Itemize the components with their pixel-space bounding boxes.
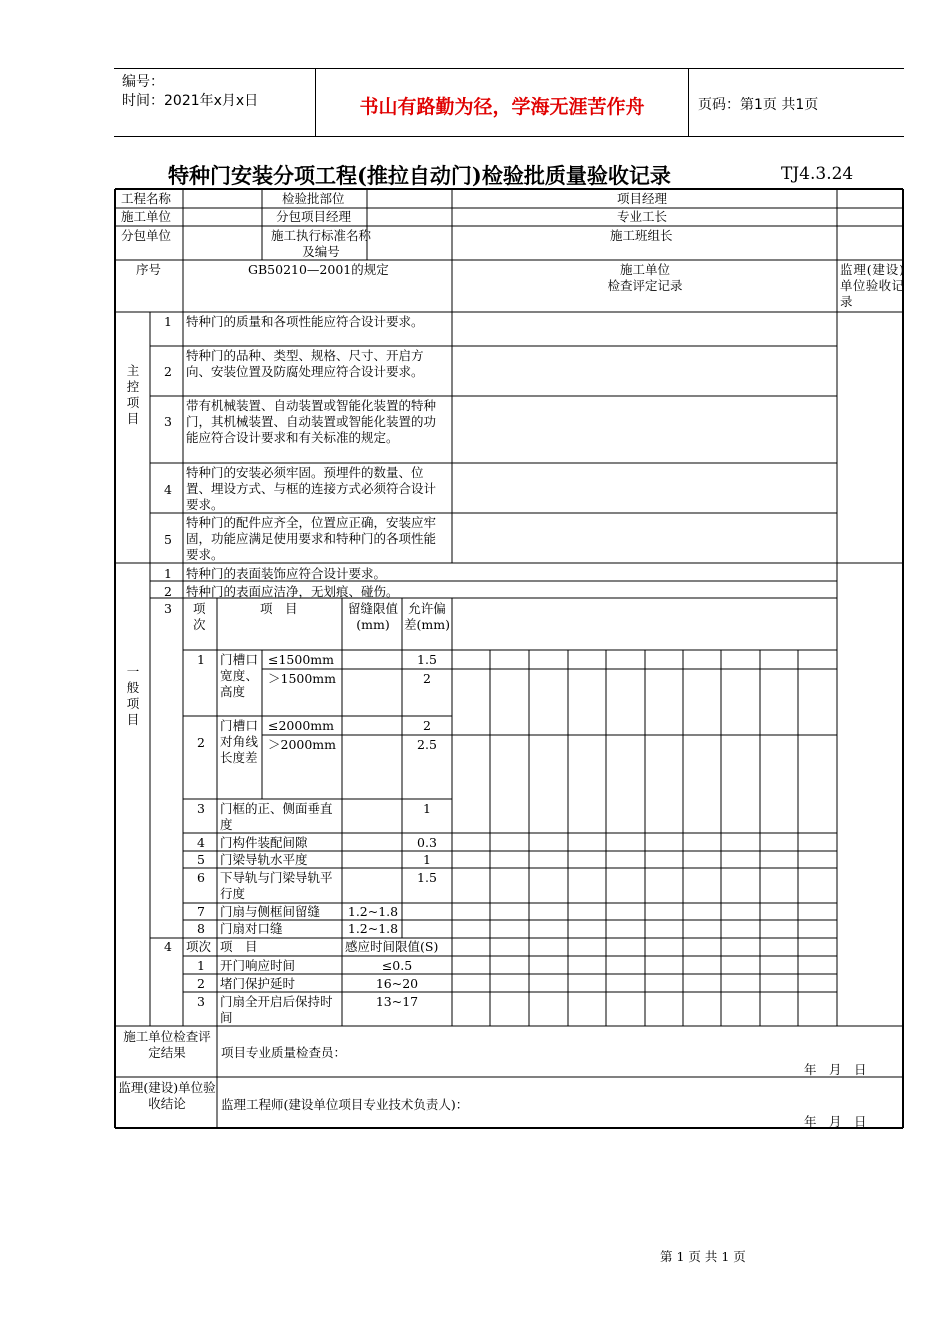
sub-row-condition: ＞1500mm [268,671,337,686]
limit-header: 感应时间限值(S) [345,939,439,954]
number-label: 编号： [122,74,164,90]
sub-row-condition: ＞2000mm [268,737,337,752]
sub-manager-label: 分包项目经理 [276,209,352,224]
date-label: 年 月 日 [804,1062,867,1077]
main-item-text: 带有机械装置、自动装置或智能化装置的特种门，其机械装置、自动装置或智能化装置的功能应符合设计要求和有关标准的规定。 [186,398,437,445]
seq-header: 序号 [136,262,162,277]
sub-row-limit: 13~17 [375,994,419,1009]
sub-unit-label: 分包单位 [121,228,172,243]
sub-row-name: 门槽口宽度、高度 [220,652,258,699]
gap-header: 留缝限值(mm) [347,601,398,632]
general-item-no: 2 [164,584,172,599]
engineer-label: 监理工程师(建设单位项目专业技术负责人)： [221,1097,469,1112]
sub-seq-header: 项次 [193,601,206,632]
spec-header: GB50210—2001的规定 [248,262,389,277]
project-name-label: 工程名称 [121,191,172,206]
sub-row-no: 8 [197,921,205,936]
sub-row-limit: ≤0.5 [381,958,413,973]
sub-row-no: 1 [197,652,205,667]
supervision-header: 监理(建设)单位验收记录 [840,262,904,309]
general-label: 一般项目 [126,664,140,727]
sub-item-header: 项 目 [220,939,258,954]
sub-row-condition: ≤2000mm [268,718,334,733]
construction-unit-label: 施工单位 [121,209,172,224]
general-item-no: 4 [164,939,172,954]
sub-item-header: 项 目 [260,601,298,616]
main-item-no: 4 [164,482,172,497]
sub-row-no: 2 [197,976,205,991]
page-footer: 第 1 页 共 1 页 [660,1249,746,1264]
sub-row-deviation: 1 [423,852,431,867]
main-item-text: 特种门的配件应齐全，位置应正确，安装应牢固，功能应满足使用要求和特种门的各项性能要求。 [186,515,437,562]
inspector-label: 项目专业质量检查员： [221,1045,347,1060]
sub-row-deviation: 1 [423,801,431,816]
sub-row-gap: 1.2~1.8 [347,921,399,936]
date-label: 年 月 日 [804,1114,867,1129]
page-label: 页码：第1页 共1页 [698,97,819,113]
sub-row-name: 门扇对口缝 [220,921,283,936]
main-item-no: 1 [164,314,172,329]
time-label: 时间：2021年x月x日 [122,93,259,109]
standard-label: 施工执行标准名称及编号 [270,228,371,259]
sub-row-name: 门槽口对角线长度差 [220,718,258,765]
sub-row-name: 门梁导轨水平度 [220,852,308,867]
sub-row-deviation: 2 [423,671,431,686]
sub-row-deviation: 1.5 [417,870,437,885]
foreman-label: 专业工长 [617,209,668,224]
main-item-no: 3 [164,414,172,429]
sub-row-no: 3 [197,801,205,816]
team-leader-label: 施工班组长 [610,228,673,243]
sub-row-no: 7 [197,904,205,919]
sub-row-name: 门扇与侧框间留缝 [220,904,321,919]
sub-row-name: 下导轨与门梁导轨平行度 [220,870,333,901]
sub-row-deviation: 2.5 [417,737,437,752]
project-manager-label: 项目经理 [617,191,668,206]
main-item-text: 特种门的质量和各项性能应符合设计要求。 [186,314,424,329]
sub-row-no: 1 [197,958,205,973]
sub-row-no: 4 [197,835,205,850]
sub-row-limit: 16~20 [375,976,419,991]
deviation-header: 允许偏差(mm) [404,601,450,632]
main-item-text: 特种门的安装必须牢固。预埋件的数量、位置、埋设方式、与框的连接方式必须符合设计要求。 [186,465,437,512]
sub-seq-header: 项次 [186,939,212,954]
sub-row-gap: 1.2~1.8 [347,904,399,919]
sub-row-no: 5 [197,852,205,867]
sub-row-condition: ≤1500mm [268,652,334,667]
sub-row-name: 门构件装配间隙 [220,835,308,850]
main-control-label: 主控项目 [126,363,140,426]
constr-record-header: 施工单位 检查评定记录 [607,262,683,293]
sub-row-no: 3 [197,994,205,1009]
sub-row-no: 2 [197,735,205,750]
sub-row-name: 堵门保护延时 [220,976,296,991]
supervision-result-label: 监理(建设)单位验收结论 [118,1080,216,1111]
general-item-no: 1 [164,566,172,581]
general-item-text: 特种门的表面应洁净，无划痕、碰伤。 [186,584,399,599]
document-title: 特种门安装分项工程(推拉自动门)检验批质量验收记录 [168,163,671,188]
document-code: TJ4.3.24 [781,164,854,184]
general-item-no: 3 [164,601,172,616]
sub-row-deviation: 2 [423,718,431,733]
general-item-text: 特种门的表面装饰应符合设计要求。 [186,566,387,581]
main-item-no: 2 [164,364,172,379]
sub-row-name: 门扇全开启后保持时间 [220,994,333,1025]
inspection-part-label: 检验批部位 [282,191,345,206]
sub-row-no: 6 [197,870,205,885]
sub-row-name: 开门响应时间 [220,958,296,973]
sub-row-name: 门框的正、侧面垂直度 [220,801,333,832]
main-item-text: 特种门的品种、类型、规格、尺寸、开启方向、安装位置及防腐处理应符合设计要求。 [186,348,424,379]
sub-row-deviation: 0.3 [417,835,437,850]
motto: 书山有路勤为径，学海无涯苦作舟 [359,96,645,118]
main-item-no: 5 [164,532,172,547]
sub-row-deviation: 1.5 [417,652,437,667]
constr-result-label: 施工单位检查评定结果 [123,1029,211,1060]
